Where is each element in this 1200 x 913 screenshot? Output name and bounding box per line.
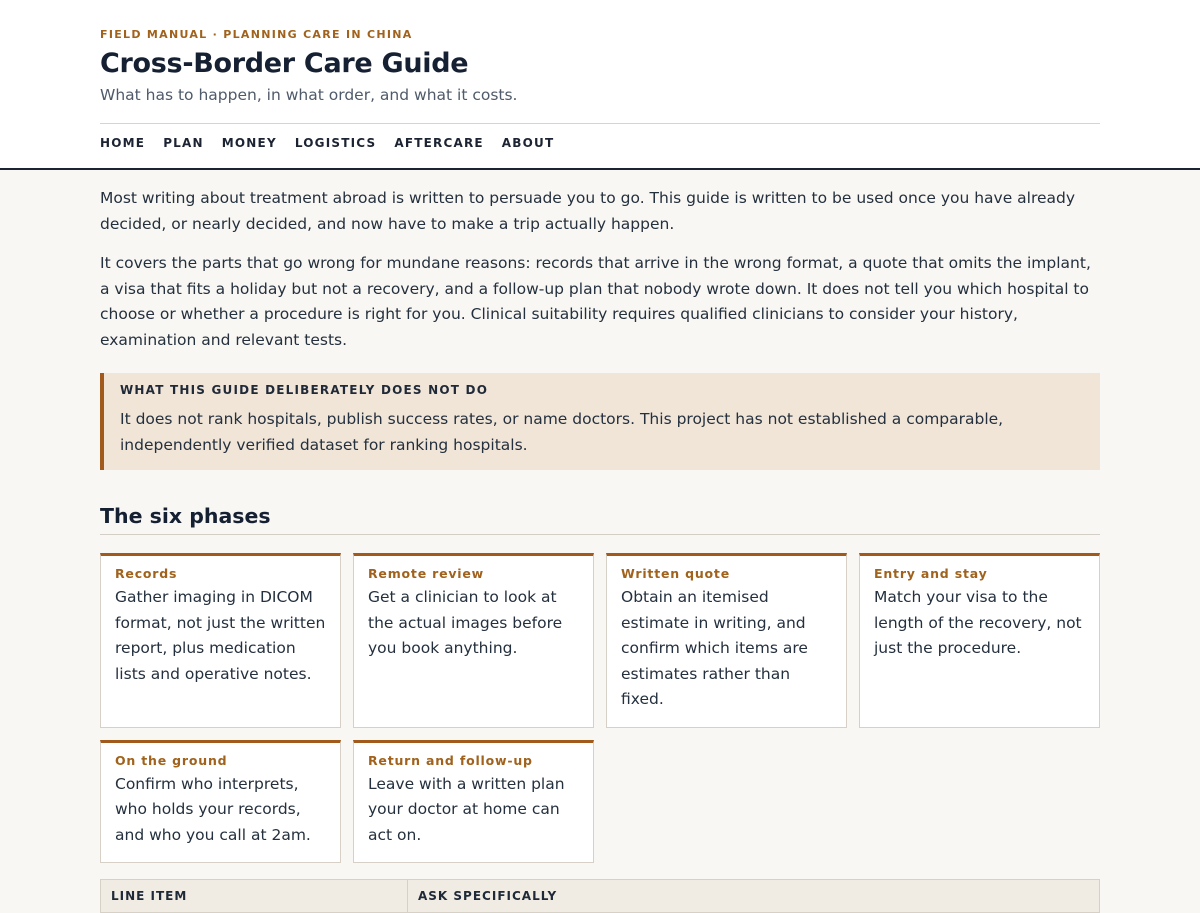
nav-home[interactable]: HOME bbox=[100, 136, 146, 150]
site-title[interactable]: Cross-Border Care Guide bbox=[100, 48, 469, 79]
main-content bbox=[100, 170, 1100, 913]
phase-label: Return and follow-up bbox=[368, 752, 533, 768]
table-header-row bbox=[101, 880, 1100, 913]
intro-paragraph-1: Most writing about treatment abroad is written to persuade you to go. This guide is written to be used once you have already decided, or nearly decided, and now have to make a trip actually happen. bbox=[100, 189, 1076, 233]
scope-callout bbox=[100, 373, 1100, 470]
column-header-line-item: LINE ITEM bbox=[101, 880, 408, 913]
phase-text: Get a clinician to look at the actual images before you book anything. bbox=[368, 588, 563, 657]
phase-card-on-the-ground bbox=[100, 740, 341, 864]
phase-label: Entry and stay bbox=[874, 566, 988, 581]
phase-label: Written quote bbox=[621, 566, 730, 581]
phase-label: Remote review bbox=[368, 566, 485, 581]
tagline: What has to happen, in what order, and what it costs. bbox=[100, 86, 518, 104]
phase-label: Records bbox=[115, 566, 178, 581]
intro-paragraph-2: It covers the parts that go wrong for mundane reasons: records that arrive in the wrong format, a quote that omits the implant, a visa that fits a holiday but not a recovery, and a follow-up plan that nobody wrote down. It does not tell you which hospital to choose or whether a procedure is right for you. Clinical suitability requires qualified clinicians to consider your history, examination and relevant tests. bbox=[100, 254, 1091, 349]
phase-grid bbox=[100, 553, 1100, 863]
callout-body: It does not rank hospitals, publish success rates, or name doctors. This project has not established a comparable, independently verified dataset for ranking hospitals. bbox=[120, 410, 1004, 454]
callout-title: WHAT THIS GUIDE DELIBERATELY DOES NOT DO bbox=[120, 383, 489, 397]
nav-aftercare[interactable]: AFTERCARE bbox=[394, 136, 484, 150]
nav-plan[interactable]: PLAN bbox=[163, 136, 204, 150]
top-nav bbox=[100, 123, 1100, 150]
phase-card-entry-and-stay bbox=[859, 553, 1100, 728]
eyebrow: FIELD MANUAL · PLANNING CARE IN CHINA bbox=[100, 28, 413, 41]
phase-card-return-and-follow-up bbox=[353, 740, 594, 864]
phase-text: Gather imaging in DICOM format, not just the written report, plus medication lists and operative notes. bbox=[115, 588, 326, 683]
quote-table bbox=[100, 879, 1100, 913]
nav-logistics[interactable]: LOGISTICS bbox=[294, 136, 377, 150]
phase-text: Match your visa to the length of the recovery, not just the procedure. bbox=[874, 588, 1082, 657]
phases-heading: The six phases bbox=[100, 504, 1100, 535]
phase-card-written-quote bbox=[606, 553, 847, 728]
phase-text: Obtain an itemised estimate in writing, and confirm which items are estimates rather than fixed. bbox=[621, 588, 808, 708]
masthead bbox=[0, 0, 1200, 170]
nav-money[interactable]: MONEY bbox=[221, 136, 277, 150]
column-header-ask-specifically: ASK SPECIFICALLY bbox=[408, 880, 1100, 913]
phase-text: Confirm who interprets, who holds your records, and who you call at 2am. bbox=[115, 774, 311, 844]
phase-card-remote-review bbox=[353, 553, 594, 728]
phase-card-records bbox=[100, 553, 341, 728]
phase-label: On the ground bbox=[115, 752, 228, 768]
phase-text: Leave with a written plan your doctor at home can act on. bbox=[368, 774, 565, 844]
nav-about[interactable]: ABOUT bbox=[501, 136, 555, 150]
